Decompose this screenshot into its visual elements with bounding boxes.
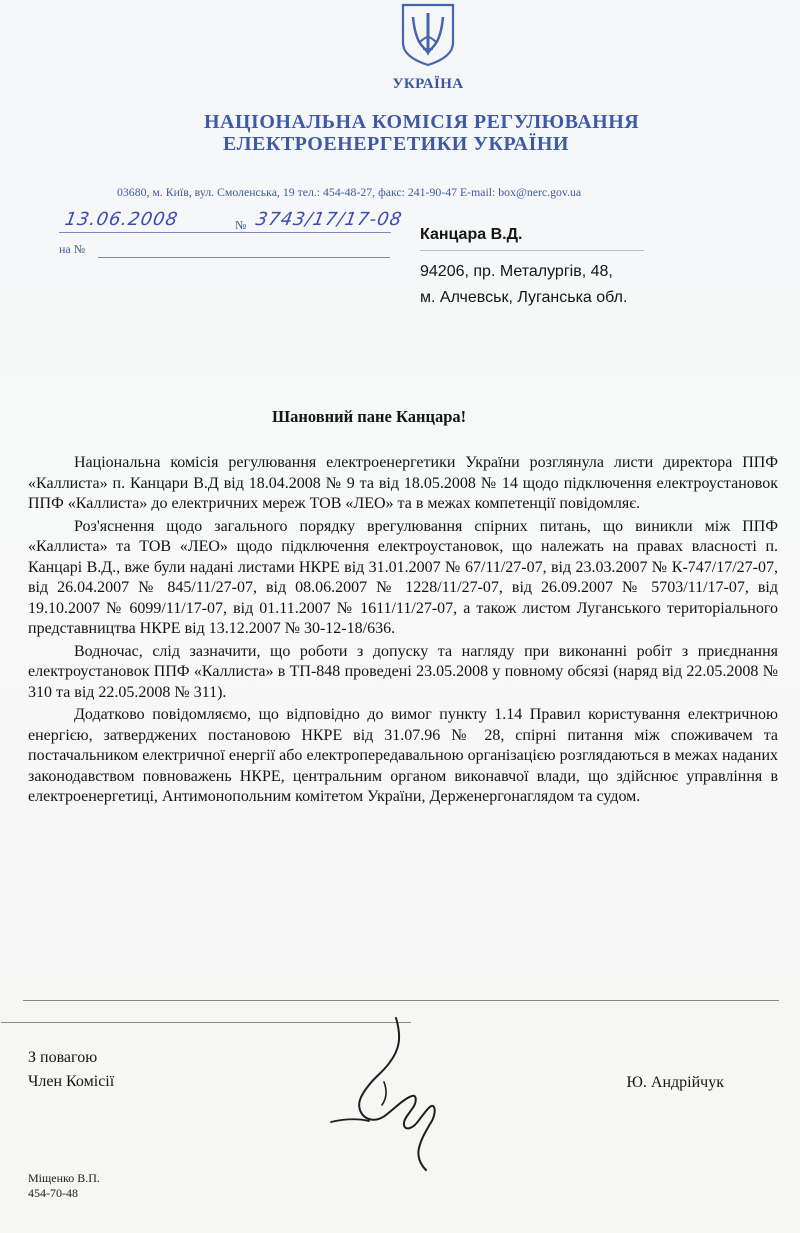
signature-left bbox=[28, 1046, 114, 1094]
underline-mark bbox=[23, 1000, 779, 1001]
closing-text: З повагою bbox=[28, 1049, 98, 1066]
organization-title-line2: ЕЛЕКТРОЕНЕРГЕТИКИ УКРАЇНИ bbox=[223, 133, 569, 155]
recipient-address-line1: 94206, пр. Металургів, 48, bbox=[420, 263, 613, 280]
reply-to-label: на № bbox=[59, 242, 86, 256]
country-label: УКРАЇНА bbox=[392, 76, 464, 92]
recipient-block bbox=[420, 222, 680, 311]
reply-to-line bbox=[98, 257, 390, 258]
reference-date-line bbox=[59, 232, 391, 233]
recipient-name: Канцара В.Д. bbox=[420, 222, 644, 251]
handwritten-date: 13.06.2008 bbox=[63, 209, 180, 230]
author-phone: 454-70-48 bbox=[28, 1186, 78, 1200]
author-name: Міщенко В.П. bbox=[28, 1171, 100, 1185]
signer-name: Ю. Андрійчук bbox=[626, 1074, 724, 1091]
recipient-address-line2: м. Алчевськ, Луганська обл. bbox=[420, 289, 628, 306]
body-paragraph: Водночас, слід зазначити, що роботи з допуску та нагляду при виконанні робіт з приєднання електроустановок ППФ «Каллиста» в ТП-848 проведені 23.05.2008 у повному обсязі (наряд від 22.05.2008 № 310 та від 22.05.2008 № 311). bbox=[28, 642, 778, 701]
signer-position: Член Комісії bbox=[28, 1073, 115, 1090]
letter-body bbox=[28, 453, 778, 808]
body-paragraph: Національна комісія регулювання електроенергетики України розглянула листи директора ППФ «Каллиста» п. Канцари В.Д від 18.04.2008 № 9 та від 18.05.2008 № 14 щодо підключення електроустановок ППФ «Каллиста» до електричних мереж ТОВ «ЛЕО» та в межах компетенції повідомляє. bbox=[28, 454, 778, 512]
document-author bbox=[28, 1171, 100, 1201]
outgoing-reference bbox=[59, 209, 405, 260]
body-paragraph: Роз'яснення щодо загального порядку врегулювання спірних питань, що виникли між ППФ «Каллиста» та ТОВ «ЛЕО» щодо підключення електроустановок, що належать на правах власності п. Канцарі В.Д., вже були надані листами НКРЕ від 31.01.2007 № 67/11/27-07, від 23.03.2007 № К-747/17/27-07, від 26.04.2007 № 845/11/27-07, від 08.06.2007 № 1228/11/27-07, від 26.09.2007 № 5703/11/17-07, від 19.10.2007 № 6099/11/17-07, від 01.11.2007 № 1611/11/27-07, а також листом Луганського територіального представництва НКРЕ від 13.12.2007 № 30-12-18/636. bbox=[28, 517, 778, 637]
salutation: Шановний пане Канцара! bbox=[272, 407, 467, 426]
organization-title-line1: НАЦІОНАЛЬНА КОМІСІЯ РЕГУЛЮВАННЯ bbox=[204, 111, 640, 133]
handwritten-number: 3743/17/17-08 bbox=[254, 209, 405, 230]
number-label: № bbox=[235, 218, 247, 232]
handwritten-signature-icon bbox=[300, 1010, 480, 1180]
trident-emblem-icon bbox=[399, 1, 457, 67]
organization-contacts: 03680, м. Київ, вул. Смоленська, 19 тел.: 454-48-27, факс: 241-90-47 E-mail: box@nerc.gov.ua bbox=[117, 185, 582, 199]
body-paragraph: Додатково повідомляємо, що відповідно до вимог пункту 1.14 Правил користування електричною енергією, затверджених постановою НКРЕ від 31.07.96 № 28, спірні питання між споживачем та постачальником електричної енергії або електропередавальною організацією розглядаються в межах наданих законодавством повноважень НКРЕ, центральним органом виконавчої влади, що здійснює управління в електроенергетиці, Антимонопольним комітетом України, Держенергонаглядом та судом. bbox=[28, 706, 778, 805]
